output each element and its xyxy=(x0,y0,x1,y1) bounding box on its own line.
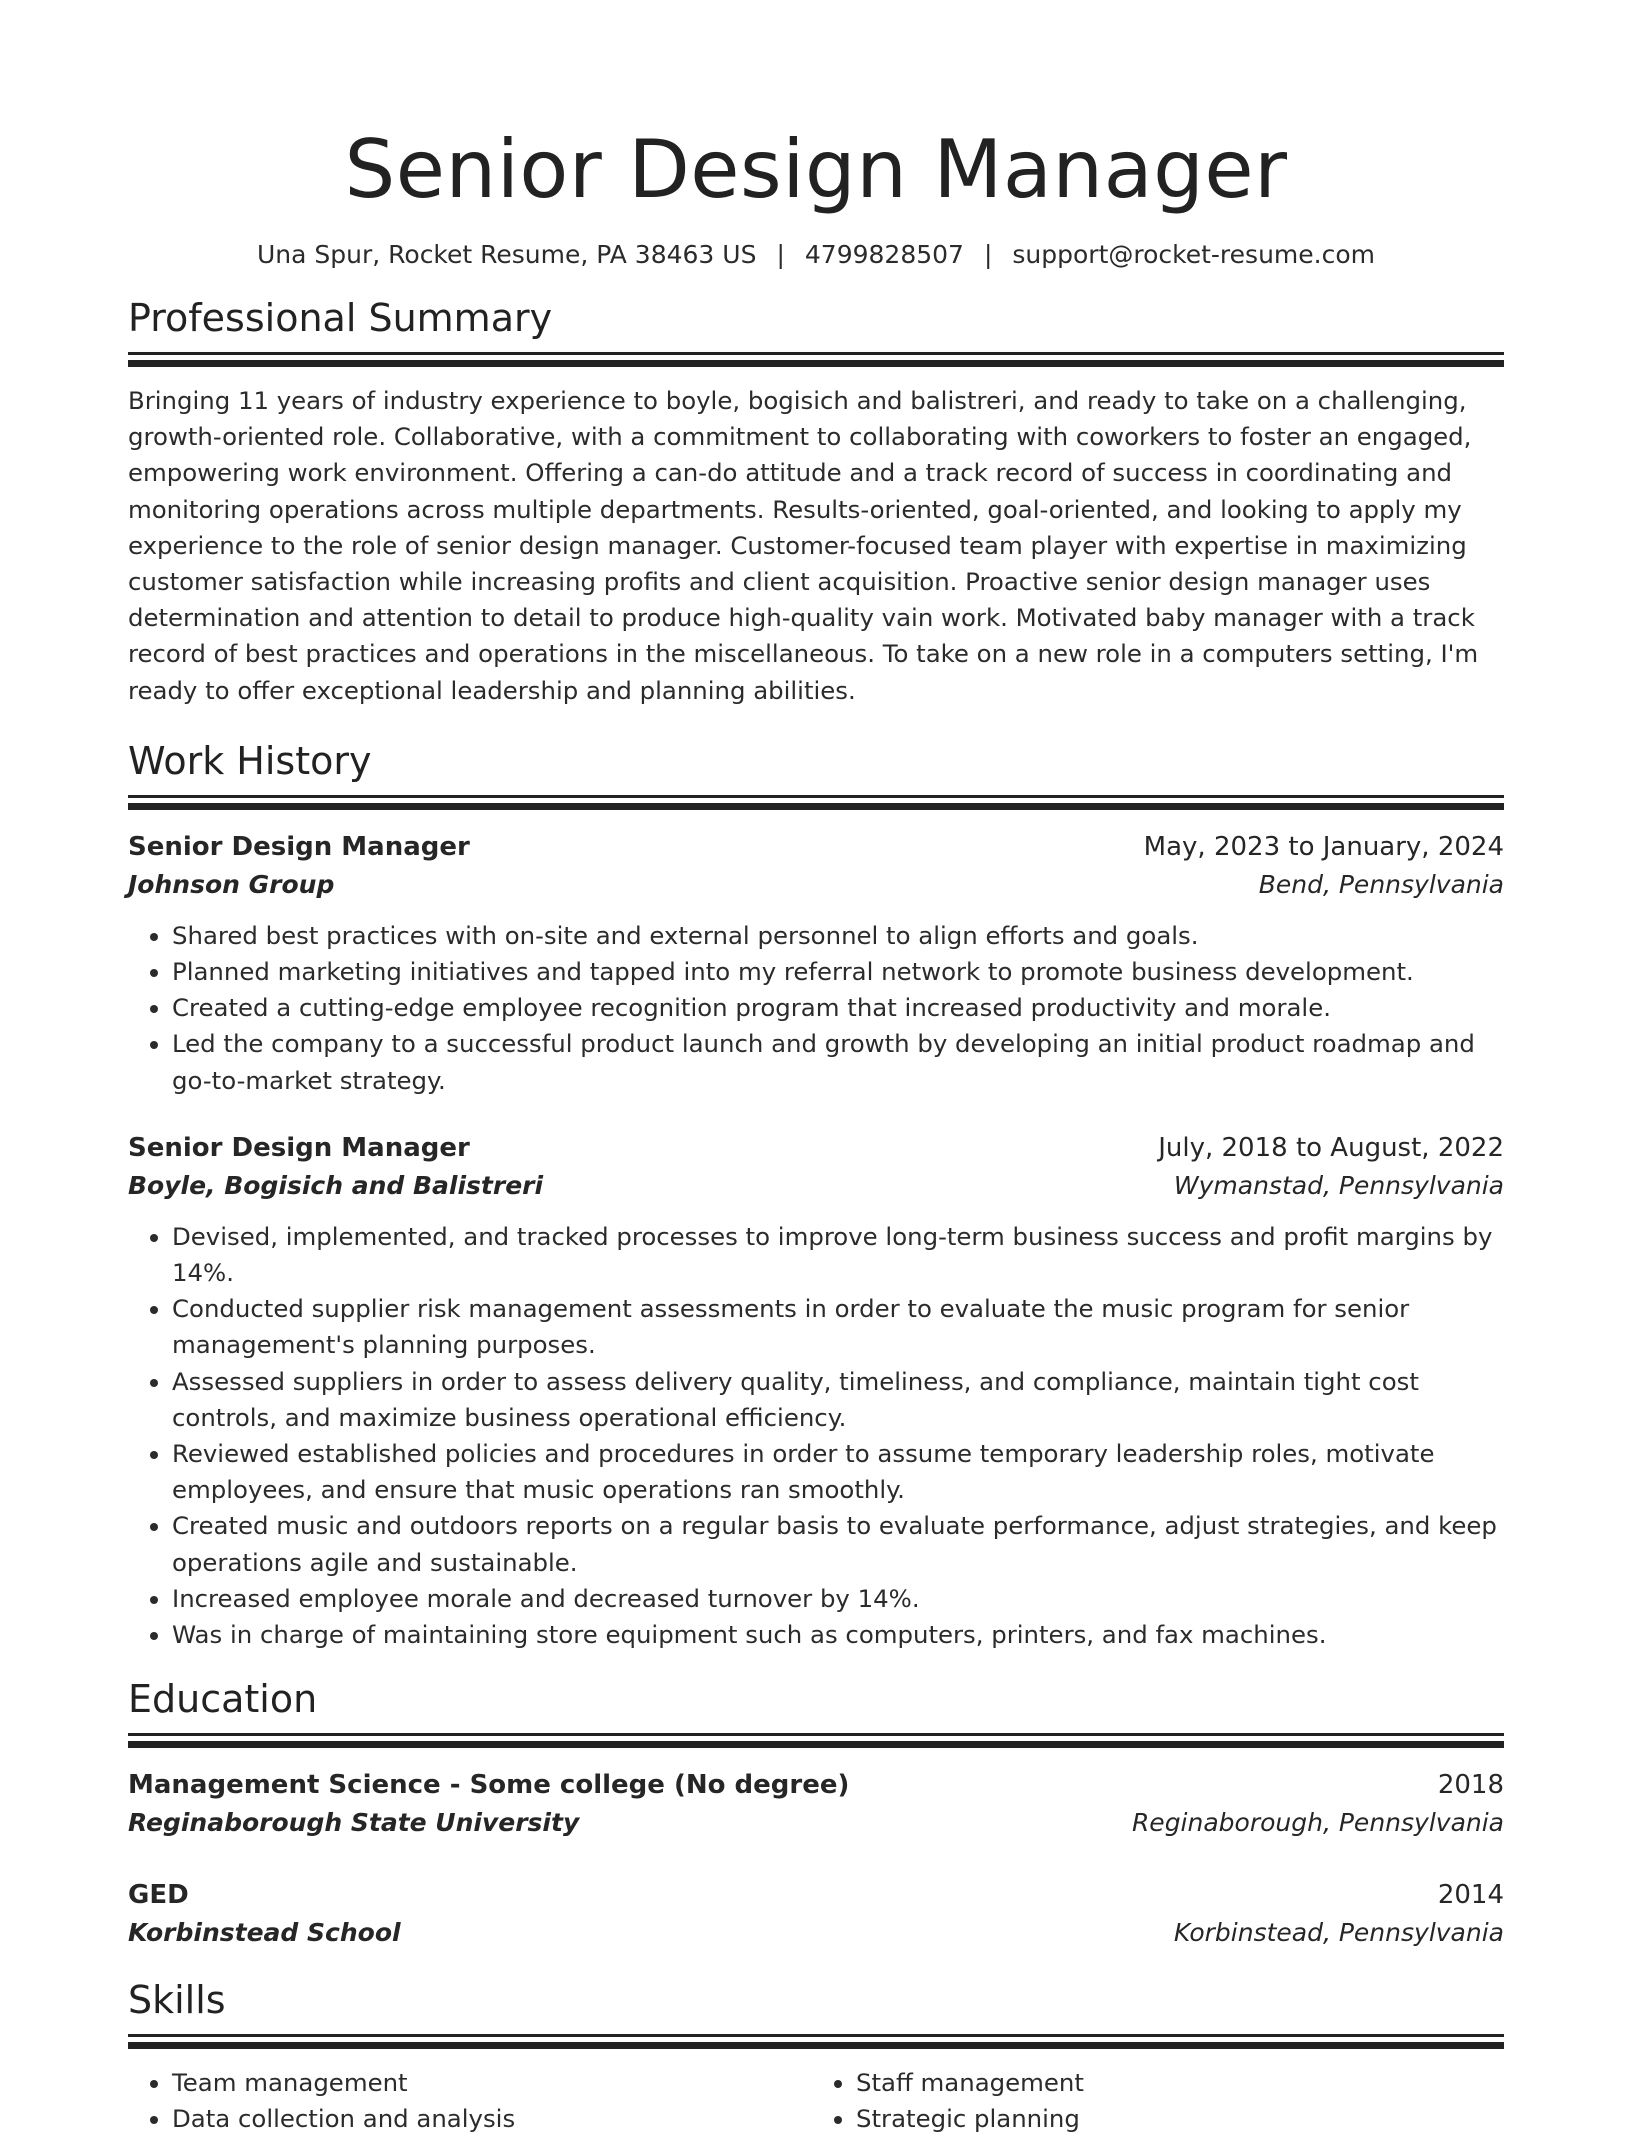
education-header-row xyxy=(128,1766,1504,1804)
section-divider xyxy=(128,1733,1504,1736)
job-subheader-row xyxy=(128,1167,1504,1205)
work-history-section xyxy=(128,737,1504,1653)
job-bullet: • Planned marketing initiatives and tapped into my referral network to promote business development. xyxy=(172,954,1504,990)
education-subheader-row xyxy=(128,1914,1504,1952)
skills-columns xyxy=(128,2065,1504,2137)
summary-section xyxy=(128,294,1504,709)
section-divider xyxy=(128,352,1504,355)
job-bullet: • Created a cutting-edge employee recognition program that increased productivity and morale. xyxy=(172,990,1504,1026)
job-dates: July, 2018 to August, 2022 xyxy=(1158,1132,1504,1163)
job-entry xyxy=(128,828,1504,1099)
summary-text: Bringing 11 years of industry experience to boyle, bogisich and balistreri, and ready to take on a challenging, growth-oriented role. Collaborative, with a commitment to collaborating with coworkers to foster an engaged, empowering work environment. Offering a can-do attitude and a track record of success in coordinating and monitoring operations across multiple departments. Results-oriented, goal-oriented, and looking to apply my experience to the role of senior design manager. Customer-focused team player with expertise in maximizing customer satisfaction while increasing profits and client acquisition. Proactive senior design manager uses determination and attention to detail to produce high-quality vain work. Motivated baby manager with a track record of best practices and operations in the miscellaneous. To take on a new role in a computers setting, I'm ready to offer exceptional leadership and planning abilities. xyxy=(128,386,1479,705)
job-subheader-row xyxy=(128,866,1504,904)
skills-list-left xyxy=(128,2065,812,2137)
education-school: Reginaborough State University xyxy=(128,1808,580,1838)
contact-phone: 4799828507 xyxy=(804,240,964,269)
skill-item: • Staff management xyxy=(856,2065,1496,2101)
education-entry xyxy=(128,1876,1504,1952)
education-school: Korbinstead School xyxy=(128,1918,401,1948)
contact-email: support@rocket-resume.com xyxy=(1012,240,1375,269)
education-year: 2018 xyxy=(1437,1770,1504,1801)
section-heading-summary: Professional Summary xyxy=(128,296,553,340)
job-entry xyxy=(128,1129,1504,1653)
contact-separator: | xyxy=(983,240,993,269)
education-entry xyxy=(128,1766,1504,1842)
section-heading-work: Work History xyxy=(128,738,372,783)
job-bullet: • Devised, implemented, and tracked processes to improve long-term business success and profit margins by 14%. xyxy=(172,1219,1504,1291)
job-title: Senior Design Manager xyxy=(128,1132,470,1163)
job-company: Boyle, Bogisich and Balistreri xyxy=(128,1170,544,1200)
education-subheader-row xyxy=(128,1804,1504,1842)
skills-section xyxy=(128,1976,1504,2137)
skills-list-right xyxy=(812,2065,1496,2137)
contact-address: Una Spur, Rocket Resume, PA 38463 US xyxy=(256,240,757,269)
education-degree: Management Science - Some college (No degree) xyxy=(128,1770,850,1801)
job-bullet: • Conducted supplier risk management assessments in order to evaluate the music program for senior management's planning purposes. xyxy=(172,1291,1504,1363)
job-bullet: • Assessed suppliers in order to assess delivery quality, timeliness, and compliance, maintain tight cost controls, and maximize business operational efficiency. xyxy=(172,1364,1504,1436)
job-bullet: • Was in charge of maintaining store equipment such as computers, printers, and fax machines. xyxy=(172,1617,1504,1653)
education-location: Korbinstead, Pennsylvania xyxy=(1173,1918,1504,1948)
job-bullet: • Increased employee morale and decreased turnover by 14%. xyxy=(172,1581,1504,1617)
section-divider xyxy=(128,2042,1504,2049)
education-year: 2014 xyxy=(1437,1880,1504,1911)
resume-title: Senior Design Manager xyxy=(344,123,1288,216)
job-bullet: • Shared best practices with on-site and external personnel to align efforts and goals. xyxy=(172,918,1504,954)
education-header-row xyxy=(128,1876,1504,1914)
contact-separator: | xyxy=(776,240,785,269)
job-location: Bend, Pennsylvania xyxy=(1258,869,1504,899)
section-heading-education: Education xyxy=(128,1677,318,1722)
section-divider xyxy=(128,360,1504,367)
job-bullet: • Led the company to a successful product launch and growth by developing an initial product roadmap and go-to-market strategy. xyxy=(172,1026,1504,1098)
skill-item: • Team management xyxy=(172,2065,812,2101)
section-divider xyxy=(128,795,1504,798)
job-bullets xyxy=(128,1219,1504,1653)
section-divider xyxy=(128,803,1504,810)
resume-page xyxy=(128,0,1504,2138)
skill-item: • Strategic planning xyxy=(856,2101,1496,2137)
job-dates: May, 2023 to January, 2024 xyxy=(1143,831,1504,862)
education-section xyxy=(128,1675,1504,1952)
job-header-row xyxy=(128,1129,1504,1167)
job-bullet: • Reviewed established policies and procedures in order to assume temporary leadership roles, motivate employees, and ensure that music operations ran smoothly. xyxy=(172,1436,1504,1508)
section-divider xyxy=(128,1741,1504,1748)
education-degree: GED xyxy=(128,1880,189,1911)
job-title: Senior Design Manager xyxy=(128,831,470,862)
contact-line xyxy=(128,238,1504,272)
job-bullet: • Created music and outdoors reports on a regular basis to evaluate performance, adjust strategies, and keep operations agile and sustainable. xyxy=(172,1508,1504,1580)
job-location: Wymanstad, Pennsylvania xyxy=(1173,1170,1504,1200)
skill-item: • Data collection and analysis xyxy=(172,2101,812,2137)
job-bullets xyxy=(128,918,1504,1099)
job-company: Johnson Group xyxy=(128,869,335,899)
education-location: Reginaborough, Pennsylvania xyxy=(1131,1808,1504,1838)
section-heading-skills: Skills xyxy=(128,1978,226,2023)
section-divider xyxy=(128,2034,1504,2037)
job-header-row xyxy=(128,828,1504,866)
